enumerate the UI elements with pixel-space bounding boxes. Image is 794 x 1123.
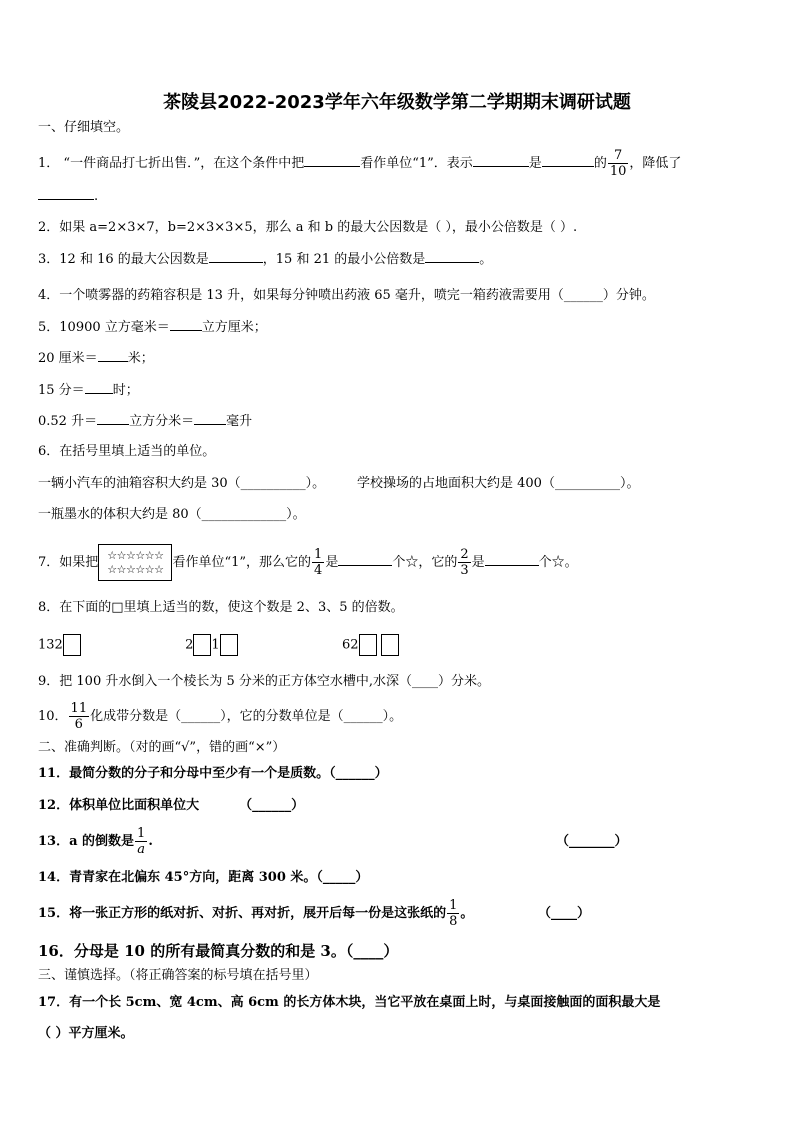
question-4: 4．一个喷雾器的药箱容积是 13 升，如果每分钟喷出药液 65 毫升，喷完一箱药液需要用（______）分钟。 xyxy=(38,288,655,303)
star-box xyxy=(98,544,172,581)
q5-blank-5[interactable] xyxy=(194,411,226,425)
q7-text-d: 个☆，它的 xyxy=(392,555,458,570)
q5-text: 0.52 升＝ xyxy=(38,414,98,429)
q1-text-f: . xyxy=(94,189,99,204)
q7-text-c: 是 xyxy=(325,555,339,570)
q5-unit: 立方厘米； xyxy=(201,320,267,335)
question-1 xyxy=(38,148,794,179)
question-6-line-2: 一瓶墨水的体积大约是 80（_____________）。 xyxy=(38,507,306,522)
digit-box[interactable] xyxy=(63,634,81,656)
q15-text: 15．将一张正方形的纸对折、对折、再对折，展开后每一份是这张纸的 xyxy=(38,906,447,921)
q5-blank-1[interactable] xyxy=(170,317,202,331)
q5-blank-2[interactable] xyxy=(98,348,128,362)
q15-fraction: $\frac{1}{8}$ xyxy=(449,898,458,929)
q10-text: 化成带分数是（______），它的分数单位是（______）。 xyxy=(90,709,403,724)
page-title: 茶陵县2022-2023学年六年级数学第二学期期末调研试题 xyxy=(163,92,631,113)
q1-blank-4[interactable] xyxy=(38,186,94,200)
question-5-line-4 xyxy=(38,411,794,432)
question-6-line-1b: 学校操场的占地面积大约是 400（__________）。 xyxy=(357,476,640,491)
star-row-2: ☆☆☆☆☆☆ xyxy=(107,563,164,576)
question-9: 9．把 100 升水倒入一个棱长为 5 分米的正方体空水槽中,水深（____）分米。 xyxy=(38,674,491,689)
q5-blank-4[interactable] xyxy=(97,411,129,425)
question-2: 2．如果 a=2×3×7，b=2×3×3×5，那么 a 和 b 的最大公因数是（ ），最小公倍数是（ ）. xyxy=(38,220,578,235)
q5-unit: 时； xyxy=(112,383,139,398)
q12-answer[interactable]: （______） xyxy=(239,798,305,813)
q1-text-e: ，降低了 xyxy=(629,156,682,171)
question-5-line-2 xyxy=(38,348,794,369)
q10-number: 10． xyxy=(38,709,68,724)
q5-unit: 米； xyxy=(127,351,154,366)
q3-text-c: 。 xyxy=(479,252,493,267)
question-8-items xyxy=(38,634,794,657)
q15-answer[interactable]: （____） xyxy=(538,906,591,921)
digit-box[interactable] xyxy=(359,634,377,656)
question-11: 11．最简分数的分子和分母中至少有一个是质数。（______） xyxy=(38,766,388,781)
question-5-line-1 xyxy=(38,317,794,338)
question-17-line-1: 17．有一个长 5cm、宽 4cm、高 6cm 的长方体木块，当它平放在桌面上时，与桌面接触面的面积最大是 xyxy=(38,995,661,1010)
question-6-head: 6．在括号里填上适当的单位。 xyxy=(38,444,216,459)
q8-number-2b: 1 xyxy=(211,637,220,653)
question-12 xyxy=(38,796,794,816)
question-16: 16．分母是 10 的所有最简真分数的和是 3。（____） xyxy=(38,942,399,960)
section-heading-fill-in: 一、仔细填空。 xyxy=(38,120,130,135)
q8-number-1: 132 xyxy=(38,637,63,653)
q12-text: 12．体积单位比面积单位大 xyxy=(38,798,200,813)
q7-text-f: 个☆。 xyxy=(538,555,578,570)
section-heading-judge: 二、准确判断。（对的画“√”，错的画“×”） xyxy=(38,740,286,755)
q5-unit: 立方分米＝ xyxy=(129,414,195,429)
q7-blank-2[interactable] xyxy=(485,552,539,566)
q3-text-a: 3．12 和 16 的最大公因数是 xyxy=(38,252,209,267)
q1-blank-3[interactable] xyxy=(542,153,594,167)
q7-text-e: 是 xyxy=(471,555,485,570)
question-3 xyxy=(38,249,794,270)
question-17-line-2: （ ）平方厘米。 xyxy=(38,1026,134,1041)
q13-text: 13．a 的倒数是 xyxy=(38,834,135,849)
q5-text: 20 厘米＝ xyxy=(38,351,98,366)
q3-blank-1[interactable] xyxy=(209,249,263,263)
q7-blank-1[interactable] xyxy=(338,552,392,566)
q1-blank-1[interactable] xyxy=(304,153,360,167)
q15-period: 。 xyxy=(460,906,474,921)
q7-text-a: 7．如果把 xyxy=(38,555,99,570)
question-7 xyxy=(38,544,794,581)
q7-fraction-1: $\frac{1}{4}$ xyxy=(314,547,323,578)
digit-box[interactable] xyxy=(193,634,211,656)
question-14: 14．青青家在北偏东 45°方向，距离 300 米。（_____） xyxy=(38,870,369,885)
q1-fraction: $\frac{7}{10}$ xyxy=(609,148,627,179)
q1-text-b: 看作单位“1”．表示 xyxy=(360,156,473,171)
q8-number-2a: 2 xyxy=(185,637,194,653)
q7-text-b: 看作单位“1”，那么它的 xyxy=(172,555,312,570)
question-10 xyxy=(38,700,794,734)
q3-text-b: ，15 和 21 的最小公倍数是 xyxy=(262,252,426,267)
q5-unit: 毫升 xyxy=(226,414,253,429)
question-6-line-1a: 一辆小汽车的油箱容积大约是 30（__________）。 xyxy=(38,476,326,491)
q13-fraction: $\frac{1}{a}$ xyxy=(137,826,146,857)
q7-fraction-2: $\frac{2}{3}$ xyxy=(460,547,469,578)
q13-answer[interactable]: （_______） xyxy=(556,834,628,849)
q3-blank-2[interactable] xyxy=(425,249,479,263)
question-5-line-3 xyxy=(38,380,794,401)
q5-text: 5．10900 立方毫米＝ xyxy=(38,320,170,335)
q1-blank-2[interactable] xyxy=(473,153,529,167)
q1-text-d: 的 xyxy=(593,156,607,171)
question-1-cont xyxy=(38,186,794,207)
digit-box[interactable] xyxy=(220,634,238,656)
section-heading-choice: 三、谨慎选择。（将正确答案的标号填在括号里） xyxy=(38,968,318,983)
q1-text-c: 是 xyxy=(528,156,542,171)
q13-period: . xyxy=(148,834,153,849)
question-8-head: 8．在下面的□里填上适当的数，使这个数是 2、3、5 的倍数。 xyxy=(38,600,404,615)
q10-fraction: $\frac{11}{6}$ xyxy=(70,701,88,732)
q8-number-3: 62 xyxy=(341,637,359,653)
digit-box[interactable] xyxy=(381,634,399,656)
q1-text-a: “一件商品打七折出售．”，在这个条件中把 xyxy=(63,156,305,171)
q1-number: 1． xyxy=(38,156,60,171)
q5-text: 15 分＝ xyxy=(38,383,85,398)
q5-blank-3[interactable] xyxy=(85,380,113,394)
star-row-1: ☆☆☆☆☆☆ xyxy=(107,549,164,562)
